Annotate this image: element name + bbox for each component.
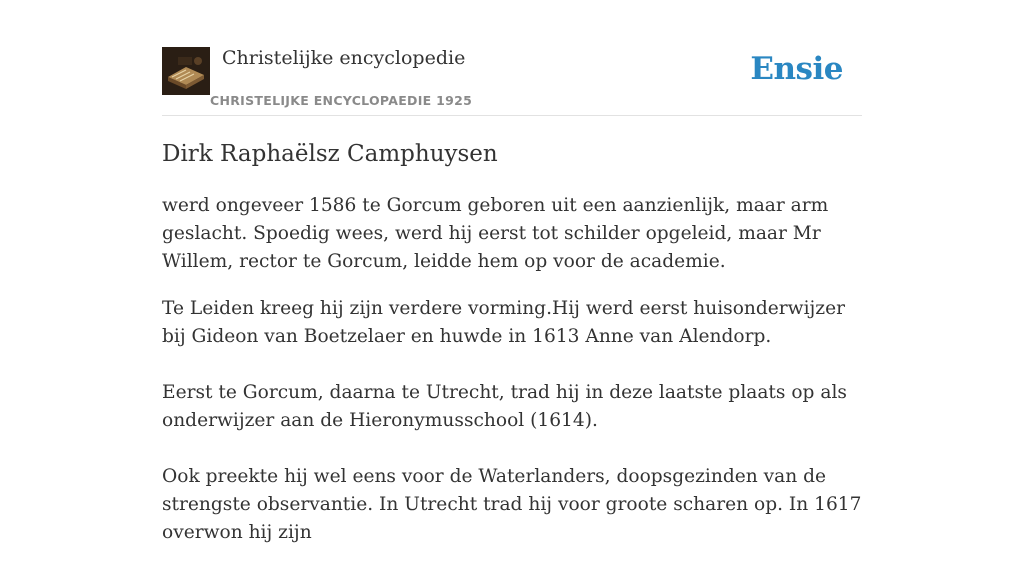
source-avatar[interactable] (162, 47, 210, 95)
source-subtitle[interactable]: CHRISTELIJKE ENCYCLOPAEDIE 1925 (210, 93, 473, 108)
article-body (162, 192, 862, 566)
article-paragraph: Te Leiden kreeg hij zijn verdere vorming.Hij werd eerst huisonderwijzer bij Gideon van Boetzelaer en huwde in 1613 Anne van Alendorp. (162, 298, 845, 347)
article-paragraph: werd ongeveer 1586 te Gorcum geboren uit een aanzienlijk, maar arm geslacht. Spoedig wees, werd hij eerst tot schilder opgeleid, maar Mr Willem, rector te Gorcum, leidde hem op voor de academie. (162, 195, 829, 272)
source-title[interactable]: Christelijke encyclopedie (222, 47, 466, 69)
brand-logo[interactable]: Ensie (750, 51, 843, 87)
book-photo-icon (162, 47, 210, 95)
article-paragraph: Eerst te Gorcum, daarna te Utrecht, trad hij in deze laatste plaats op als onderwijzer aan de Hieronymusschool (1614). (162, 382, 847, 431)
article-title: Dirk Raphaëlsz Camphuysen (162, 141, 498, 167)
page-container (162, 0, 862, 543)
article-paragraph: Ook preekte hij wel eens voor de Waterlanders, doopsgezinden van de strengste observantie. In Utrecht trad hij voor groote scharen op. In 1617 overwon hij zijn (162, 466, 862, 543)
source-header (162, 0, 862, 116)
